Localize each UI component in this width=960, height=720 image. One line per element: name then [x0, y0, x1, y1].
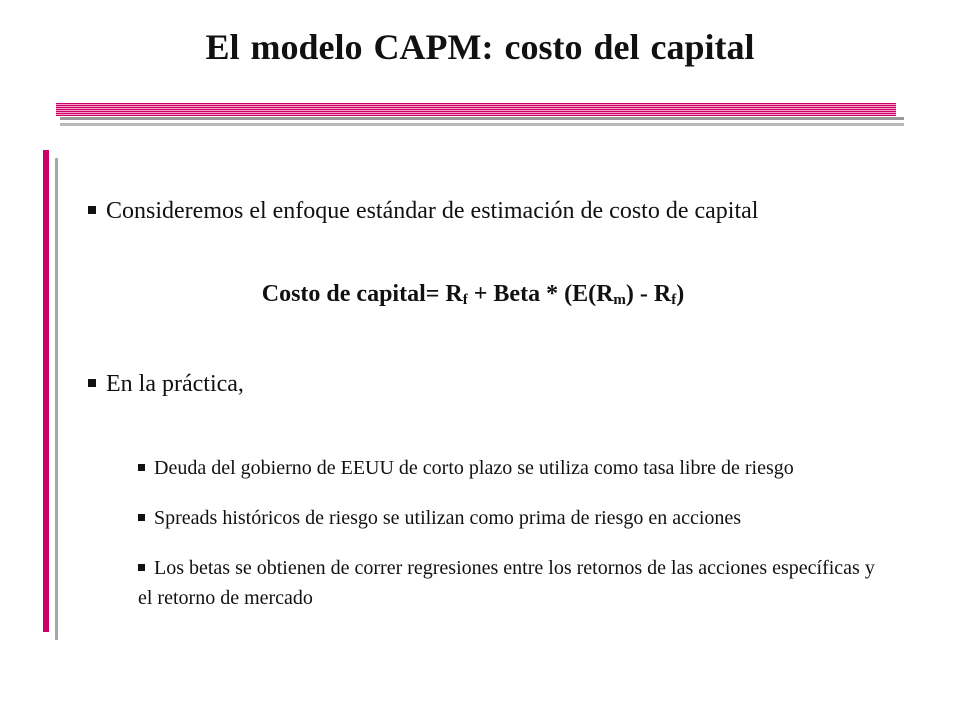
- sub-bullet-text: Spreads históricos de riesgo se utilizan como prima de riesgo en acciones: [154, 507, 742, 529]
- slide-title: El modelo CAPM: costo del capital: [205, 27, 755, 67]
- title-underline-gray: [60, 117, 904, 120]
- bullet-point-1: [88, 193, 858, 229]
- formula-subscript-m: m: [613, 292, 626, 308]
- bullet-point-2: [88, 366, 858, 402]
- sub-bullet-item: [138, 553, 878, 613]
- sub-bullet-text: Los betas se obtienen de correr regresiones entre los retornos de las acciones específicas y el retorno de mercado: [138, 557, 875, 609]
- sub-bullet-list: [138, 453, 878, 633]
- title-underline-pink: [56, 103, 896, 116]
- square-bullet-icon: [88, 379, 96, 387]
- sub-bullet-item: [138, 453, 878, 483]
- square-bullet-icon: [88, 206, 96, 214]
- bullet-point-2-text: En la práctica,: [106, 371, 244, 397]
- square-bullet-icon: [138, 464, 145, 471]
- sub-bullet-item: [138, 503, 878, 533]
- square-bullet-icon: [138, 514, 145, 521]
- formula-subscript-f2: f: [671, 292, 677, 308]
- sub-bullet-text: Deuda del gobierno de EEUU de corto plazo se utiliza como tasa libre de riesgo: [154, 457, 794, 479]
- formula-beta-term: + Beta * (E(R: [467, 281, 614, 307]
- square-bullet-icon: [138, 564, 145, 571]
- formula-close: ): [676, 281, 685, 307]
- formula-lhs: Costo de capital= R: [261, 281, 463, 307]
- side-rule-gray: [55, 158, 58, 640]
- side-rule-pink: [43, 150, 49, 632]
- formula-minus-term: ) - R: [625, 281, 672, 307]
- bullet-point-1-text: Consideremos el enfoque estándar de estimación de costo de capital: [106, 198, 759, 224]
- formula-subscript-f: f: [462, 292, 468, 308]
- title-underline-gray-secondary: [60, 123, 904, 126]
- capm-formula: [88, 276, 858, 315]
